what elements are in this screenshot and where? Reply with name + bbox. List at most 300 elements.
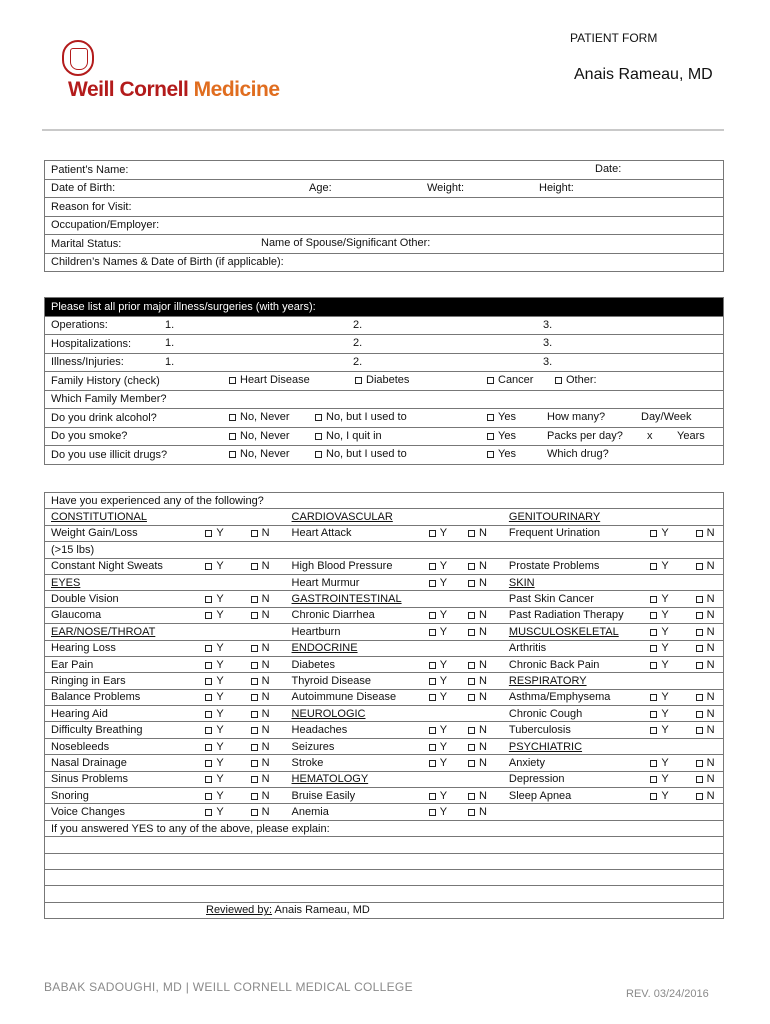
ros-row (45, 525, 724, 541)
checkbox-n[interactable]: N (462, 525, 503, 541)
ros-row (45, 591, 724, 607)
empty-cell (644, 804, 689, 820)
checkbox-n[interactable]: N (245, 673, 286, 689)
empty-cell (423, 591, 462, 607)
checkbox-n[interactable]: N (690, 607, 724, 623)
checkbox-n[interactable]: N (462, 656, 503, 672)
checkbox-icon (251, 744, 258, 751)
checkbox-icon (696, 776, 703, 783)
family-history-row: Family History (check) Heart Disease Diabetes Cancer Other: (45, 372, 724, 391)
checkbox-icon (650, 563, 657, 570)
checkbox-icon (429, 744, 436, 751)
checkbox-n[interactable]: N (690, 771, 724, 787)
checkbox-y[interactable]: Y (644, 558, 689, 574)
reviewed-by-row[interactable] (45, 902, 724, 918)
checkbox-icon (468, 727, 475, 734)
checkbox-icon (468, 793, 475, 800)
patient-info-table (44, 160, 724, 272)
checkbox-n[interactable]: N (462, 574, 503, 590)
checkbox-y[interactable]: Y (199, 706, 244, 722)
checkbox-icon (650, 596, 657, 603)
checkbox-n[interactable]: N (690, 640, 724, 656)
empty-cell (199, 624, 244, 640)
ros-label: Double Vision (45, 591, 200, 607)
drugs-yes-checkbox[interactable]: Yes (487, 448, 516, 460)
checkbox-icon (251, 793, 258, 800)
history-header: Please list all prior major illness/surgeries (with years): (45, 298, 724, 317)
ros-label: GENITOURINARY (503, 509, 644, 525)
ros-label (503, 804, 644, 820)
empty-cell (690, 574, 724, 590)
checkbox-icon (650, 711, 657, 718)
header-divider (42, 129, 724, 131)
checkbox-y[interactable]: Y (199, 673, 244, 689)
checkbox-icon (205, 744, 212, 751)
empty-cell (462, 591, 503, 607)
empty-cell (199, 574, 244, 590)
checkbox-n[interactable]: N (245, 591, 286, 607)
checkbox-icon (205, 596, 212, 603)
checkbox-n[interactable]: N (462, 755, 503, 771)
ros-label: PSYCHIATRIC (503, 738, 644, 754)
ros-label: EAR/NOSE/THROAT (45, 624, 200, 640)
checkbox-y[interactable]: Y (199, 689, 244, 705)
checkbox-y[interactable]: Y (644, 607, 689, 623)
ros-label: Voice Changes (45, 804, 200, 820)
empty-cell (462, 771, 503, 787)
cancer-checkbox[interactable]: Cancer (487, 374, 533, 386)
ros-label: Headaches (286, 722, 423, 738)
checkbox-icon (205, 809, 212, 816)
ros-row (45, 706, 724, 722)
checkbox-icon (650, 760, 657, 767)
checkbox-y[interactable]: Y (423, 738, 462, 754)
illness-row[interactable]: Illness/Injuries: 1. 2. 3. (45, 353, 724, 372)
ros-label: RESPIRATORY (503, 673, 644, 689)
empty-cell (462, 542, 503, 558)
checkbox-icon (650, 662, 657, 669)
occupation-field[interactable]: Occupation/Employer: (45, 216, 724, 235)
checkbox-y[interactable]: Y (199, 640, 244, 656)
empty-cell (644, 574, 689, 590)
ros-label: Heart Murmur (286, 574, 423, 590)
checkbox-n[interactable]: N (462, 607, 503, 623)
checkbox-icon (468, 760, 475, 767)
checkbox-n[interactable]: N (690, 788, 724, 804)
checkbox-icon (650, 793, 657, 800)
ros-row (45, 722, 724, 738)
checkbox-icon (696, 530, 703, 537)
ros-label: Weight Gain/Loss (45, 525, 200, 541)
checkbox-icon (251, 678, 258, 685)
ros-label: Stroke (286, 755, 423, 771)
checkbox-icon (696, 629, 703, 636)
ros-label: Balance Problems (45, 689, 200, 705)
ros-label: GASTROINTESTINAL (286, 591, 423, 607)
checkbox-y[interactable]: Y (644, 788, 689, 804)
checkbox-y[interactable]: Y (199, 656, 244, 672)
empty-cell (245, 542, 286, 558)
checkbox-y[interactable]: Y (644, 706, 689, 722)
checkbox-y[interactable]: Y (423, 656, 462, 672)
alcohol-no-never-checkbox[interactable]: No, Never (229, 411, 290, 423)
ros-row (45, 607, 724, 623)
checkbox-icon (429, 760, 436, 767)
checkbox-icon (650, 530, 657, 537)
checkbox-icon (205, 530, 212, 537)
checkbox-icon (251, 694, 258, 701)
empty-cell (199, 509, 244, 525)
checkbox-n[interactable]: N (245, 771, 286, 787)
checkbox-n[interactable]: N (245, 738, 286, 754)
checkbox-icon (429, 580, 436, 587)
checkbox-n[interactable]: N (245, 525, 286, 541)
checkbox-icon (696, 760, 703, 767)
checkbox-icon (251, 662, 258, 669)
empty-cell (690, 804, 724, 820)
checkbox-icon (650, 645, 657, 652)
checkbox-n[interactable]: N (245, 706, 286, 722)
ros-label: Difficulty Breathing (45, 722, 200, 738)
ros-label: Glaucoma (45, 607, 200, 623)
drugs-no-never-checkbox[interactable]: No, Never (229, 448, 290, 460)
checkbox-y[interactable]: Y (423, 755, 462, 771)
checkbox-icon (696, 727, 703, 734)
checkbox-y[interactable]: Y (644, 656, 689, 672)
ros-row (45, 738, 724, 754)
checkbox-icon (205, 563, 212, 570)
checkbox-y[interactable]: Y (644, 689, 689, 705)
ros-label: Nasal Drainage (45, 755, 200, 771)
checkbox-y[interactable]: Y (199, 738, 244, 754)
ros-row (45, 542, 724, 558)
checkbox-y[interactable]: Y (199, 525, 244, 541)
checkbox-icon (696, 645, 703, 652)
checkbox-icon (429, 694, 436, 701)
ros-label: Heartburn (286, 624, 423, 640)
ros-label: Sleep Apnea (503, 788, 644, 804)
diabetes-checkbox[interactable]: Diabetes (355, 374, 409, 386)
empty-cell (644, 673, 689, 689)
ros-label: Past Skin Cancer (503, 591, 644, 607)
ros-label: SKIN (503, 574, 644, 590)
heart-disease-checkbox[interactable]: Heart Disease (229, 374, 310, 386)
ros-label: Ringing in Ears (45, 673, 200, 689)
ros-label: Chronic Diarrhea (286, 607, 423, 623)
doctor-name: Anais Rameau, MD (574, 66, 713, 83)
ros-row (45, 788, 724, 804)
explain-line[interactable] (45, 853, 724, 869)
ros-label: Seizures (286, 738, 423, 754)
ros-label: Hearing Aid (45, 706, 200, 722)
ros-label: Chronic Back Pain (503, 656, 644, 672)
checkbox-icon (429, 612, 436, 619)
date-label: Date: (595, 163, 622, 175)
children-field[interactable]: Children’s Names & Date of Birth (if applicable): (45, 253, 724, 272)
checkbox-y[interactable]: Y (423, 574, 462, 590)
checkbox-n[interactable]: N (690, 558, 724, 574)
checkbox-icon (205, 727, 212, 734)
ros-label: Heart Attack (286, 525, 423, 541)
history-table (44, 297, 724, 465)
checkbox-icon (251, 596, 258, 603)
checkbox-n[interactable]: N (462, 738, 503, 754)
reason-field[interactable]: Reason for Visit: (45, 198, 724, 217)
checkbox-icon (650, 629, 657, 636)
checkbox-icon (696, 711, 703, 718)
checkbox-n[interactable]: N (245, 722, 286, 738)
empty-cell (245, 574, 286, 590)
checkbox-y[interactable]: Y (199, 558, 244, 574)
checkbox-icon (429, 809, 436, 816)
checkbox-icon (205, 760, 212, 767)
ros-row (45, 640, 724, 656)
operations-row[interactable]: Operations: 1. 2. 3. (45, 316, 724, 335)
ros-row (45, 689, 724, 705)
checkbox-icon (468, 612, 475, 619)
checkbox-icon (205, 612, 212, 619)
ros-label (503, 542, 644, 558)
checkbox-y[interactable]: Y (423, 689, 462, 705)
ros-row (45, 509, 724, 525)
checkbox-n[interactable]: N (690, 706, 724, 722)
alcohol-yes-checkbox[interactable]: Yes (487, 411, 516, 423)
checkbox-n[interactable]: N (245, 788, 286, 804)
ros-label: HEMATOLOGY (286, 771, 423, 787)
checkbox-n[interactable]: N (462, 558, 503, 574)
checkbox-icon (468, 678, 475, 685)
checkbox-y[interactable]: Y (644, 591, 689, 607)
checkbox-y[interactable]: Y (423, 788, 462, 804)
checkbox-icon (251, 530, 258, 537)
patient-name-field[interactable]: Patient’s Name: Date: (45, 161, 724, 180)
empty-cell (644, 542, 689, 558)
checkbox-icon (468, 530, 475, 537)
ros-label: Anemia (286, 804, 423, 820)
checkbox-icon (205, 793, 212, 800)
checkbox-icon (205, 645, 212, 652)
checkbox-y[interactable]: Y (199, 788, 244, 804)
checkbox-icon (251, 711, 258, 718)
checkbox-icon (650, 694, 657, 701)
checkbox-n[interactable]: N (245, 640, 286, 656)
checkbox-n[interactable]: N (462, 804, 503, 820)
which-family-member-field[interactable]: Which Family Member? (45, 390, 724, 409)
checkbox-icon (251, 809, 258, 816)
checkbox-n[interactable]: N (690, 591, 724, 607)
checkbox-n[interactable]: N (245, 607, 286, 623)
checkbox-n[interactable]: N (690, 722, 724, 738)
smoke-no-never-checkbox[interactable]: No, Never (229, 430, 290, 442)
checkbox-n[interactable]: N (245, 656, 286, 672)
checkbox-y[interactable]: Y (423, 558, 462, 574)
smoke-row: Do you smoke? No, Never No, I quit in Yes Packs per day? x Years (45, 427, 724, 446)
checkbox-y[interactable]: Y (199, 722, 244, 738)
empty-cell (690, 542, 724, 558)
explain-label[interactable]: If you answered YES to any of the above, please explain: (45, 820, 724, 836)
ros-label: (>15 lbs) (45, 542, 200, 558)
ros-row (45, 574, 724, 590)
ros-row (45, 771, 724, 787)
marital-row[interactable]: Marital Status: Name of Spouse/Significant Other: (45, 235, 724, 254)
ros-label: Arthritis (503, 640, 644, 656)
empty-cell (199, 542, 244, 558)
empty-cell (644, 509, 689, 525)
ros-label: ENDOCRINE (286, 640, 423, 656)
ros-row (45, 673, 724, 689)
checkbox-y[interactable]: Y (644, 722, 689, 738)
empty-cell (462, 706, 503, 722)
checkbox-y[interactable]: Y (199, 591, 244, 607)
explain-line[interactable] (45, 837, 724, 853)
alcohol-row: Do you drink alcohol? No, Never No, but I used to Yes How many? Day/Week (45, 409, 724, 428)
checkbox-icon (251, 612, 258, 619)
checkbox-icon (251, 563, 258, 570)
checkbox-n[interactable]: N (690, 656, 724, 672)
checkbox-icon (468, 809, 475, 816)
ros-label: Diabetes (286, 656, 423, 672)
weight-label: Weight: (427, 181, 465, 194)
checkbox-icon (205, 694, 212, 701)
checkbox-y[interactable]: Y (644, 755, 689, 771)
checkbox-n[interactable]: N (245, 755, 286, 771)
checkbox-y[interactable]: Y (423, 607, 462, 623)
checkbox-icon (696, 596, 703, 603)
ros-label: Sinus Problems (45, 771, 200, 787)
ros-label: Thyroid Disease (286, 673, 423, 689)
checkbox-y[interactable]: Y (644, 640, 689, 656)
ros-row (45, 755, 724, 771)
checkbox-icon (251, 776, 258, 783)
empty-cell (462, 509, 503, 525)
logo-wordmark (68, 78, 280, 102)
checkbox-icon (429, 629, 436, 636)
ros-label: Depression (503, 771, 644, 787)
ros-label: Frequent Urination (503, 525, 644, 541)
ros-label: EYES (45, 574, 200, 590)
empty-cell (423, 509, 462, 525)
ros-label: CARDIOVASCULAR (286, 509, 423, 525)
smoke-yes-checkbox[interactable]: Yes (487, 430, 516, 442)
checkbox-y[interactable]: Y (644, 624, 689, 640)
logo-part1: Weill Cornell (68, 78, 189, 101)
checkbox-n[interactable]: N (690, 755, 724, 771)
ros-label: Anxiety (503, 755, 644, 771)
ros-label: Snoring (45, 788, 200, 804)
checkbox-n[interactable]: N (462, 722, 503, 738)
drugs-row: Do you use illicit drugs? No, Never No, but I used to Yes Which drug? (45, 446, 724, 465)
ros-row (45, 656, 724, 672)
checkbox-n[interactable]: N (462, 788, 503, 804)
checkbox-n[interactable]: N (462, 689, 503, 705)
hospitalizations-row[interactable]: Hospitalizations: 1. 2. 3. (45, 335, 724, 354)
checkbox-y[interactable]: Y (199, 771, 244, 787)
ros-label (286, 542, 423, 558)
checkbox-icon (205, 711, 212, 718)
explain-line[interactable] (45, 869, 724, 885)
drugs-used-to-checkbox[interactable]: No, but I used to (315, 448, 407, 460)
checkbox-y[interactable]: Y (423, 673, 462, 689)
checkbox-y[interactable]: Y (423, 624, 462, 640)
ros-label: Constant Night Sweats (45, 558, 200, 574)
checkbox-icon (468, 694, 475, 701)
checkbox-icon (429, 662, 436, 669)
empty-cell (245, 624, 286, 640)
empty-cell (690, 738, 724, 754)
ros-row (45, 624, 724, 640)
age-label: Age: (309, 181, 332, 194)
ros-label: Asthma/Emphysema (503, 689, 644, 705)
ros-label: MUSCULOSKELETAL (503, 624, 644, 640)
empty-cell (462, 640, 503, 656)
footer-left: BABAK SADOUGHI, MD | WEILL CORNELL MEDICAL COLLEGE (44, 980, 413, 994)
checkbox-y[interactable]: Y (423, 722, 462, 738)
checkbox-y[interactable]: Y (199, 755, 244, 771)
checkbox-n[interactable]: N (690, 689, 724, 705)
checkbox-n[interactable]: N (690, 624, 724, 640)
checkbox-n[interactable]: N (462, 673, 503, 689)
empty-cell (423, 640, 462, 656)
checkbox-icon (251, 727, 258, 734)
empty-cell (245, 509, 286, 525)
review-of-systems-table (44, 492, 724, 919)
checkbox-icon (696, 694, 703, 701)
empty-cell (423, 542, 462, 558)
checkbox-icon (468, 744, 475, 751)
smoke-quit-checkbox[interactable]: No, I quit in (315, 430, 382, 442)
checkbox-y[interactable]: Y (199, 804, 244, 820)
checkbox-icon (429, 563, 436, 570)
checkbox-y[interactable]: Y (423, 804, 462, 820)
checkbox-icon (251, 760, 258, 767)
checkbox-y[interactable]: Y (644, 525, 689, 541)
checkbox-y[interactable]: Y (199, 607, 244, 623)
checkbox-n[interactable]: N (245, 689, 286, 705)
ros-label: NEUROLOGIC (286, 706, 423, 722)
checkbox-icon (650, 612, 657, 619)
checkbox-icon (696, 612, 703, 619)
checkbox-n[interactable]: N (690, 525, 724, 541)
checkbox-y[interactable]: Y (644, 771, 689, 787)
checkbox-icon (696, 662, 703, 669)
checkbox-icon (468, 662, 475, 669)
checkbox-n[interactable]: N (245, 804, 286, 820)
checkbox-y[interactable]: Y (423, 525, 462, 541)
ros-label: Prostate Problems (503, 558, 644, 574)
ros-label: Tuberculosis (503, 722, 644, 738)
ros-label: Bruise Easily (286, 788, 423, 804)
empty-cell (690, 509, 724, 525)
ros-label: Nosebleeds (45, 738, 200, 754)
ros-label: CONSTITUTIONAL (45, 509, 200, 525)
checkbox-n[interactable]: N (462, 624, 503, 640)
dob-row[interactable]: Date of Birth: Age: Weight: Height: (45, 179, 724, 198)
checkbox-icon (650, 727, 657, 734)
checkbox-icon (429, 530, 436, 537)
ros-row (45, 558, 724, 574)
checkbox-icon (468, 563, 475, 570)
spouse-label: Name of Spouse/Significant Other: (261, 237, 431, 249)
explain-line[interactable] (45, 886, 724, 902)
weill-cornell-seal-icon (62, 40, 94, 76)
other-checkbox[interactable]: Other: (555, 374, 597, 386)
checkbox-icon (696, 793, 703, 800)
alcohol-used-to-checkbox[interactable]: No, but I used to (315, 411, 407, 423)
ros-label: Past Radiation Therapy (503, 607, 644, 623)
empty-cell (423, 771, 462, 787)
checkbox-n[interactable]: N (245, 558, 286, 574)
ros-label: Autoimmune Disease (286, 689, 423, 705)
